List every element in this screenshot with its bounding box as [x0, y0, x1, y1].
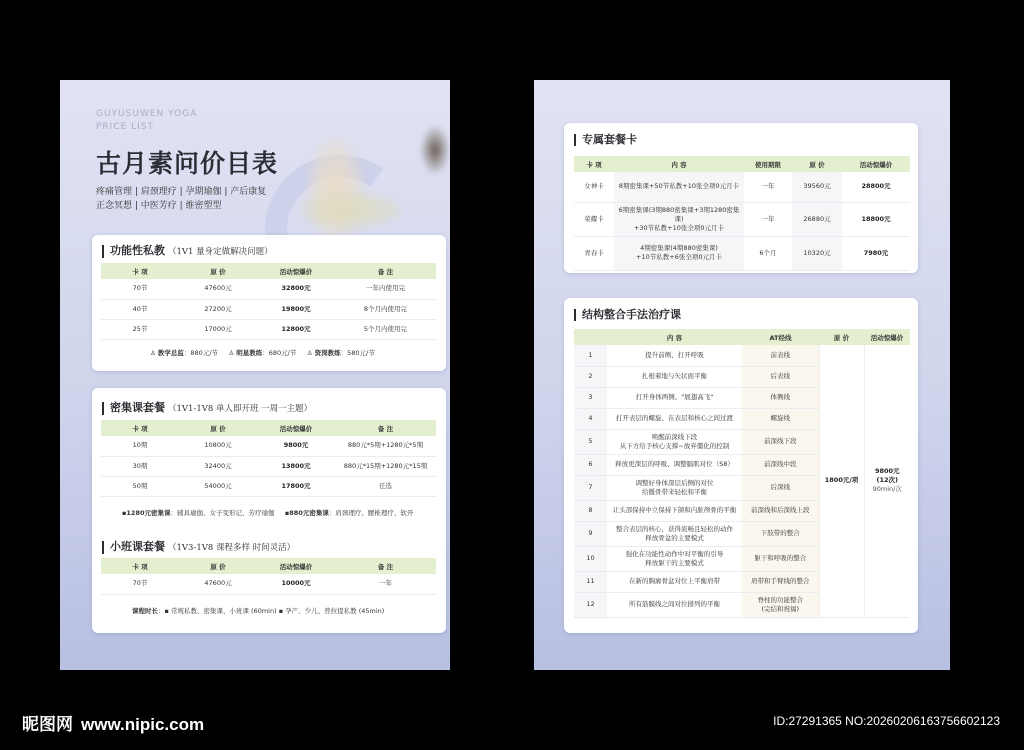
cell-number: 4	[574, 408, 607, 429]
cell-price: 10800元	[179, 436, 257, 456]
header-remark: 备 注	[335, 420, 436, 436]
cell-period: 一年	[744, 172, 792, 202]
cell-remark: 880元*5期+1280元*5期	[335, 436, 436, 456]
header-original-price: 原 价	[179, 263, 257, 279]
page-title: 古月素问价目表	[96, 149, 279, 178]
cell-content: 唤醒前深线下段 从下方给予核心支撑~放弃僵化的控制	[607, 429, 742, 454]
cell-at-line: 肩带和手臂线的整合	[742, 571, 819, 592]
header-original-price: 原 价	[819, 329, 864, 345]
cell-remark: 8个月内使用完	[335, 299, 436, 319]
cell-card-name: 荣耀卡	[574, 202, 614, 236]
header-card-item: 卡 项	[101, 263, 179, 279]
price-sheet-left	[60, 80, 450, 670]
cell-at-line: 脊柱的功能整合 (完结和祝福)	[742, 592, 819, 617]
table-header-row	[101, 263, 436, 279]
cell-at-line: 螺旋线	[742, 408, 819, 429]
cell-period: 一年	[744, 202, 792, 236]
cell-content: 8期密集课+50节私教+10张全项0元月卡	[614, 172, 744, 202]
intensive-note-1280: ▪1280元密集课：辅具瑜伽、女子变形记、芳疗瑜伽	[122, 509, 275, 517]
cell-deal: 32800元	[257, 279, 335, 299]
intensive-desc: （1V1-1V8 单人即开班 一周一主题）	[168, 404, 313, 414]
tagline-line2: 正念冥想 | 中医芳疗 | 维密塑型	[96, 201, 222, 211]
cell-at-line: 前深线和后深线上段	[742, 500, 819, 521]
header-content: 内 容	[607, 329, 742, 345]
header-deal-price: 活动惊爆价	[257, 558, 335, 574]
cell-content: 打开表层的螺旋、在表层和核心之间过渡	[607, 408, 742, 429]
exclusive-table	[574, 156, 910, 271]
header-card-item: 卡 项	[574, 156, 614, 172]
cell-item: 70节	[101, 574, 179, 594]
table-header-row	[101, 558, 436, 574]
cell-remark: 一年内使用完	[335, 279, 436, 299]
small-title-text: 小班课套餐	[110, 540, 165, 553]
small-class-table	[101, 558, 436, 595]
table-row	[574, 172, 910, 202]
header-deal-price: 活动惊爆价	[257, 420, 335, 436]
cell-content: 提升前侧、打开呼吸	[607, 345, 742, 366]
cell-price: 47600元	[179, 574, 257, 594]
cell-remark: 任选	[335, 476, 436, 496]
cell-number: 8	[574, 500, 607, 521]
cell-number: 5	[574, 429, 607, 454]
functional-table	[101, 263, 436, 340]
cell-item: 30期	[101, 456, 179, 476]
header-remark: 备 注	[335, 263, 436, 279]
cell-number: 2	[574, 366, 607, 387]
cell-number: 7	[574, 475, 607, 500]
header-card-item: 卡 项	[101, 420, 179, 436]
price-sheet-right	[534, 80, 950, 670]
watermark-url: www.nipic.com	[81, 715, 205, 734]
header-original-price: 原 价	[179, 420, 257, 436]
cell-deal: 12800元	[257, 319, 335, 339]
cell-item: 25节	[101, 319, 179, 339]
brand-english-line1: GUYUSUWEN YOGA	[96, 109, 198, 119]
table-row	[101, 319, 436, 339]
cell-deal: 17800元	[257, 476, 335, 496]
cell-price: 54000元	[179, 476, 257, 496]
exclusive-card	[564, 123, 918, 273]
tagline-line1: 疼痛管理 | 肩颈理疗 | 孕期瑜伽 | 产后康复	[96, 187, 267, 197]
watermark-logo-text: 昵图网	[22, 715, 73, 735]
cell-period: 6个月	[744, 236, 792, 270]
header-at-line: AT经线	[742, 329, 819, 345]
nipic-watermark-logo	[22, 710, 204, 735]
header-deal-price: 活动惊爆价	[842, 156, 910, 172]
cell-price: 26880元	[792, 202, 842, 236]
deal-amount: 9800元	[874, 467, 900, 476]
duration-value: ：▪ 常规私教、密集课、小班课 (60min) ▪ 孕产、少儿、普拉提私教 (45min)	[158, 607, 385, 615]
table-row	[574, 202, 910, 236]
cell-price: 39560元	[792, 172, 842, 202]
header-deal-price: 活动惊爆价	[864, 329, 910, 345]
cell-price: 27200元	[179, 299, 257, 319]
cell-card-name: 女神卡	[574, 172, 614, 202]
brand-english	[96, 108, 197, 134]
cell-at-line: 体侧线	[742, 387, 819, 408]
cell-number: 1	[574, 345, 607, 366]
cell-content: 打开身体两侧、"展翅高飞"	[607, 387, 742, 408]
table-header-row	[574, 329, 910, 345]
watermark-id: ID:27291365 NO:20260206163756602123	[773, 714, 1000, 728]
functional-desc: （1V1 量身定做解决问题）	[168, 247, 273, 257]
cell-at-line: 前深线下段	[742, 429, 819, 454]
deal-duration: 90min/次	[872, 485, 902, 494]
table-header-row	[101, 420, 436, 436]
functional-private-card	[92, 235, 446, 371]
table-row	[101, 456, 436, 476]
cell-deal: 7980元	[842, 236, 910, 270]
cell-item: 70节	[101, 279, 179, 299]
exclusive-card-title: 专属套餐卡	[574, 134, 637, 146]
header-original-price: 原 价	[179, 558, 257, 574]
cell-content: 释放更深层的呼吸、调整膈肌对位（S8）	[607, 454, 742, 475]
cell-content: 让头部保持中立保持下颌和内脏颅骨的平衡	[607, 500, 742, 521]
intensive-notes	[122, 508, 413, 517]
structure-table	[574, 329, 910, 618]
package-card	[92, 388, 446, 633]
rate-senior-coach: ♙ 资深教练：580元/节	[306, 349, 375, 357]
cell-deal: 13800元	[257, 456, 335, 476]
cell-card-name: 青春卡	[574, 236, 614, 270]
cell-content: 所有筋膜线之间对位排列的平衡	[607, 592, 742, 617]
cell-price: 32400元	[179, 456, 257, 476]
cell-item: 10期	[101, 436, 179, 456]
cell-number: 10	[574, 546, 607, 571]
brand-english-line2: PRICE LIST	[96, 122, 155, 132]
cell-number: 11	[574, 571, 607, 592]
header-card-item: 卡 项	[101, 558, 179, 574]
cell-remark: 一年	[335, 574, 436, 594]
cell-content: 4期密集课(4期880密集课) +10节私教+6张全项0元月卡	[614, 236, 744, 270]
cell-price: 17000元	[179, 319, 257, 339]
header-remark: 备 注	[335, 558, 436, 574]
cell-item: 40节	[101, 299, 179, 319]
cell-number: 12	[574, 592, 607, 617]
intensive-table	[101, 420, 436, 497]
coach-rates	[150, 348, 375, 357]
cell-price: 1800元/项	[819, 345, 864, 617]
cell-at-line: 后深线	[742, 475, 819, 500]
cell-at-line: 前表线	[742, 345, 819, 366]
cell-item: 50期	[101, 476, 179, 496]
rate-director: ♙ 教学总监：880元/节	[150, 349, 219, 357]
cell-number: 6	[574, 454, 607, 475]
header-deal-price: 活动惊爆价	[257, 263, 335, 279]
cell-content: 在新的胸廓骨盆对位上平衡肩带	[607, 571, 742, 592]
header-number	[574, 329, 607, 345]
structure-card-title: 结构整合手法治疗课	[574, 309, 681, 321]
cell-at-line: 前深线中段	[742, 454, 819, 475]
functional-card-title	[102, 245, 273, 258]
cell-price: 10320元	[792, 236, 842, 270]
cell-content: 强化在功能性动作中对平衡的引导 释放躯干的主要模式	[607, 546, 742, 571]
yoga-figure-legs	[295, 190, 405, 230]
header-original-price: 原 价	[792, 156, 842, 172]
cell-deal: 9800元	[257, 436, 335, 456]
deal-sessions: (12次)	[876, 476, 898, 485]
cell-content: 扎根着地与矢状面平衡	[607, 366, 742, 387]
table-row	[574, 345, 910, 366]
table-row	[101, 476, 436, 496]
cell-at-line: 躯干和呼吸的整合	[742, 546, 819, 571]
cell-deal: 10000元	[257, 574, 335, 594]
cell-deal: 28800元	[842, 172, 910, 202]
cell-number: 3	[574, 387, 607, 408]
header-content: 内 容	[614, 156, 744, 172]
cell-content: 整合表层的核心，获得流畅且轻松的动作 释放骨盆的主要模式	[607, 521, 742, 546]
cell-number: 9	[574, 521, 607, 546]
cell-deal: 19800元	[257, 299, 335, 319]
yoga-figure-hair	[420, 125, 450, 175]
cell-price: 47600元	[179, 279, 257, 299]
cell-at-line: 后表线	[742, 366, 819, 387]
table-header-row	[574, 156, 910, 172]
cell-deal	[864, 345, 910, 617]
cell-deal: 18800元	[842, 202, 910, 236]
cell-content: 调整好身体深层后侧的对位 给骶骨带来轻松和平衡	[607, 475, 742, 500]
table-row	[101, 574, 436, 594]
duration-label: 课程时长	[132, 607, 158, 615]
structure-therapy-card	[564, 298, 918, 633]
table-row	[101, 299, 436, 319]
course-duration-note	[132, 606, 384, 615]
intensive-note-880: ▪880元密集课：肩颈理疗、腰椎理疗、软开	[284, 509, 414, 517]
table-row	[101, 279, 436, 299]
cell-at-line: 下肢带的整合	[742, 521, 819, 546]
table-row	[574, 236, 910, 270]
cell-content: 6期密集课(3期880密集课+3期1280密集课) +30节私教+10张全项0元月卡	[614, 202, 744, 236]
intensive-card-title	[102, 402, 312, 415]
header-period: 使用期限	[744, 156, 792, 172]
rate-star-coach: ♙ 明星教练：680元/节	[228, 349, 297, 357]
small-desc: （1V3-1V8 课程多样 时间灵活）	[168, 543, 296, 553]
small-class-card-title	[102, 541, 295, 554]
functional-title-text: 功能性私教	[110, 244, 165, 257]
table-row	[101, 436, 436, 456]
intensive-title-text: 密集课套餐	[110, 401, 165, 414]
cell-remark: 5个月内使用完	[335, 319, 436, 339]
cell-remark: 880元*15期+1280元*15期	[335, 456, 436, 476]
